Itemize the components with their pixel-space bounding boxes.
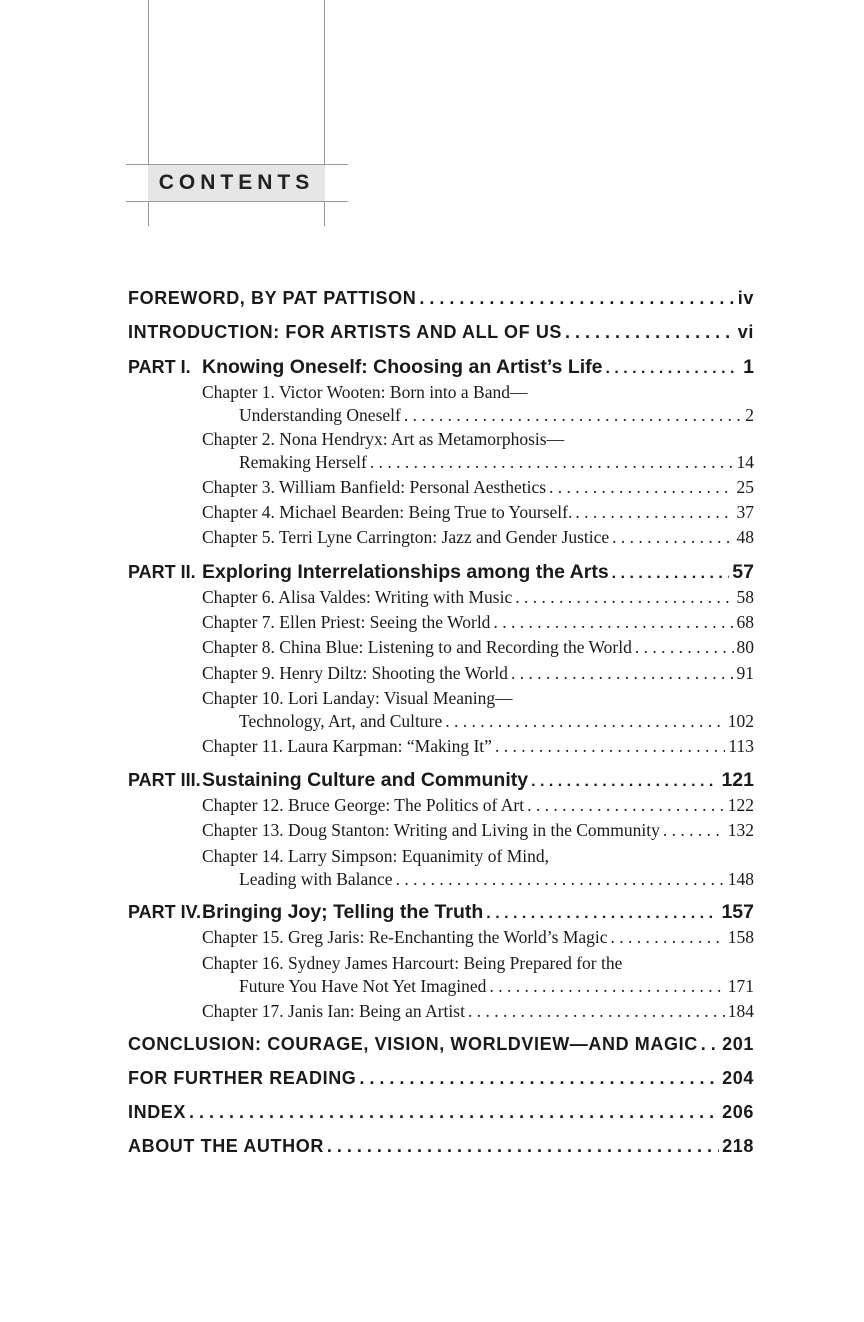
dot-leader	[404, 405, 742, 426]
dot-leader	[489, 976, 724, 997]
chapter-title-cont: Leading with Balance	[239, 869, 393, 889]
part-label: PART II.	[128, 562, 196, 582]
entry-page: 68	[736, 612, 754, 632]
chapter-title: Chapter 8. China Blue: Listening to and Recording the World	[202, 637, 632, 657]
chapter-title: Chapter 3. William Banfield: Personal Aesthetics	[202, 477, 547, 497]
toc-entry-conclusion[interactable]	[128, 1034, 754, 1055]
dot-leader	[495, 736, 725, 757]
toc-chapter-14-line2[interactable]	[128, 869, 754, 890]
part-label: PART IV.	[128, 902, 202, 922]
entry-page: 2	[745, 405, 754, 425]
entry-page: 157	[721, 901, 754, 923]
chapter-title: Chapter 5. Terri Lyne Carrington: Jazz and Gender Justice	[202, 527, 610, 547]
dot-leader	[445, 711, 725, 732]
entry-page: 158	[727, 927, 754, 947]
toc-chapter-4[interactable]	[128, 502, 754, 523]
entry-page: 206	[722, 1102, 754, 1122]
entry-page: 58	[736, 587, 754, 607]
page-title: CONTENTS	[158, 171, 315, 194]
entry-page: 132	[727, 820, 754, 840]
entry-page: 113	[728, 736, 754, 756]
dot-leader	[611, 927, 725, 948]
dot-leader	[531, 773, 718, 791]
dot-leader	[327, 1136, 719, 1157]
entry-page: 1	[743, 356, 754, 378]
toc-entry-index[interactable]	[128, 1102, 754, 1123]
chapter-title: Chapter 11. Laura Karpman: “Making It”	[202, 736, 492, 756]
dot-leader	[396, 869, 725, 890]
dot-leader	[527, 795, 725, 816]
entry-title: ABOUT THE AUTHOR	[128, 1136, 324, 1156]
entry-page: 48	[736, 527, 754, 547]
entry-title: INTRODUCTION: FOR ARTISTS AND ALL OF US	[128, 322, 563, 342]
entry-page: 102	[727, 711, 754, 731]
toc-chapter-11[interactable]	[128, 736, 754, 757]
entry-page: 25	[736, 477, 754, 497]
part-title: Exploring Interrelationships among the Arts	[202, 561, 609, 583]
entry-page: 201	[722, 1034, 754, 1054]
chapter-title-cont: Technology, Art, and Culture	[239, 711, 443, 731]
dot-leader	[359, 1068, 719, 1089]
dot-leader	[612, 527, 733, 548]
chapter-title: Chapter 6. Alisa Valdes: Writing with Music	[202, 587, 513, 607]
toc-chapter-5[interactable]	[128, 527, 754, 548]
toc-chapter-6[interactable]	[128, 587, 754, 608]
toc-chapter-8[interactable]	[128, 637, 754, 658]
toc-chapter-12[interactable]	[128, 795, 754, 816]
entry-title: INDEX	[128, 1102, 187, 1122]
toc-chapter-13[interactable]	[128, 820, 754, 841]
entry-page: 91	[736, 663, 754, 683]
entry-page: 184	[727, 1001, 754, 1021]
dot-leader	[486, 905, 718, 923]
toc-part-2[interactable]	[128, 561, 754, 584]
dot-leader	[468, 1001, 725, 1022]
entry-page: 148	[727, 869, 754, 889]
entry-title: CONCLUSION: COURAGE, VISION, WORLDVIEW—AND MAGIC	[128, 1034, 698, 1054]
entry-page: vi	[737, 322, 754, 342]
toc-chapter-10-line1[interactable]	[128, 688, 754, 709]
toc-entry-foreword[interactable]	[128, 288, 754, 309]
toc-chapter-2-line1[interactable]	[128, 429, 754, 450]
toc-part-3[interactable]	[128, 769, 754, 792]
entry-page: 122	[727, 795, 754, 815]
entry-page: 37	[736, 502, 754, 522]
chapter-title-cont: Remaking Herself	[239, 452, 367, 472]
entry-page: 80	[736, 637, 754, 657]
toc-chapter-7[interactable]	[128, 612, 754, 633]
entry-title: FOR FURTHER READING	[128, 1068, 357, 1088]
entry-page: 171	[727, 976, 754, 996]
toc-entry-about-author[interactable]	[128, 1136, 754, 1157]
dot-leader	[189, 1102, 719, 1123]
toc-chapter-1-line1[interactable]	[128, 382, 754, 403]
chapter-title-cont: Understanding Oneself	[239, 405, 401, 425]
toc-entry-introduction[interactable]	[128, 322, 754, 343]
dot-leader	[419, 288, 734, 309]
chapter-title: Chapter 16. Sydney James Harcourt: Being Prepared for the	[202, 953, 623, 973]
part-label: PART III.	[128, 770, 201, 790]
dot-leader	[511, 663, 734, 684]
toc-chapter-10-line2[interactable]	[128, 711, 754, 732]
toc-chapter-3[interactable]	[128, 477, 754, 498]
part-title: Bringing Joy; Telling the Truth	[202, 901, 484, 923]
entry-page: 121	[721, 769, 754, 791]
chapter-title: Chapter 10. Lori Landay: Visual Meaning—	[202, 688, 513, 708]
dot-leader	[370, 452, 734, 473]
dot-leader	[701, 1034, 719, 1055]
chapter-title: Chapter 7. Ellen Priest: Seeing the World	[202, 612, 491, 632]
entry-page: 14	[736, 452, 754, 472]
part-label: PART I.	[128, 357, 191, 377]
dot-leader	[515, 587, 733, 608]
chapter-title: Chapter 9. Henry Diltz: Shooting the World	[202, 663, 508, 683]
toc-chapter-16-line1[interactable]	[128, 953, 754, 974]
chapter-title: Chapter 1. Victor Wooten: Born into a Band—	[202, 382, 528, 402]
chapter-title: Chapter 12. Bruce George: The Politics of Art	[202, 795, 525, 815]
dot-leader	[565, 322, 735, 343]
toc-chapter-15[interactable]	[128, 927, 754, 948]
entry-page: 204	[722, 1068, 754, 1088]
chapter-title: Chapter 17. Janis Ian: Being an Artist	[202, 1001, 465, 1021]
toc-part-4[interactable]	[128, 901, 754, 924]
toc-chapter-2-line2[interactable]	[128, 452, 754, 473]
part-title: Knowing Oneself: Choosing an Artist’s Life	[202, 356, 603, 378]
toc-chapter-16-line2[interactable]	[128, 976, 754, 997]
dot-leader	[493, 612, 733, 633]
entry-title: FOREWORD, BY PAT PATTISON	[128, 288, 417, 308]
toc-part-1[interactable]	[128, 356, 754, 379]
chapter-title: Chapter 15. Greg Jaris: Re-Enchanting the World’s Magic	[202, 927, 608, 947]
toc-chapter-14-line1[interactable]	[128, 846, 754, 867]
dot-leader	[549, 477, 733, 498]
toc-chapter-17[interactable]	[128, 1001, 754, 1022]
dot-leader	[663, 820, 725, 841]
chapter-title: Chapter 14. Larry Simpson: Equanimity of Mind,	[202, 846, 550, 866]
dot-leader	[612, 565, 730, 583]
dot-leader	[635, 637, 734, 658]
frame-line-bottom	[126, 201, 348, 202]
toc-chapter-9[interactable]	[128, 663, 754, 684]
chapter-title: Chapter 4. Michael Bearden: Being True to Yourself.	[202, 502, 573, 522]
chapter-title: Chapter 13. Doug Stanton: Writing and Living in the Community	[202, 820, 660, 840]
part-title: Sustaining Culture and Community	[202, 769, 529, 791]
dot-leader	[575, 502, 733, 523]
chapter-title-cont: Future You Have Not Yet Imagined	[239, 976, 487, 996]
toc-chapter-1-line2[interactable]	[128, 405, 754, 426]
dot-leader	[605, 360, 740, 378]
chapter-title: Chapter 2. Nona Hendryx: Art as Metamorphosis—	[202, 429, 565, 449]
entry-page: 218	[722, 1136, 754, 1156]
entry-page: iv	[737, 288, 754, 308]
toc-entry-further-reading[interactable]	[128, 1068, 754, 1089]
entry-page: 57	[732, 561, 754, 583]
